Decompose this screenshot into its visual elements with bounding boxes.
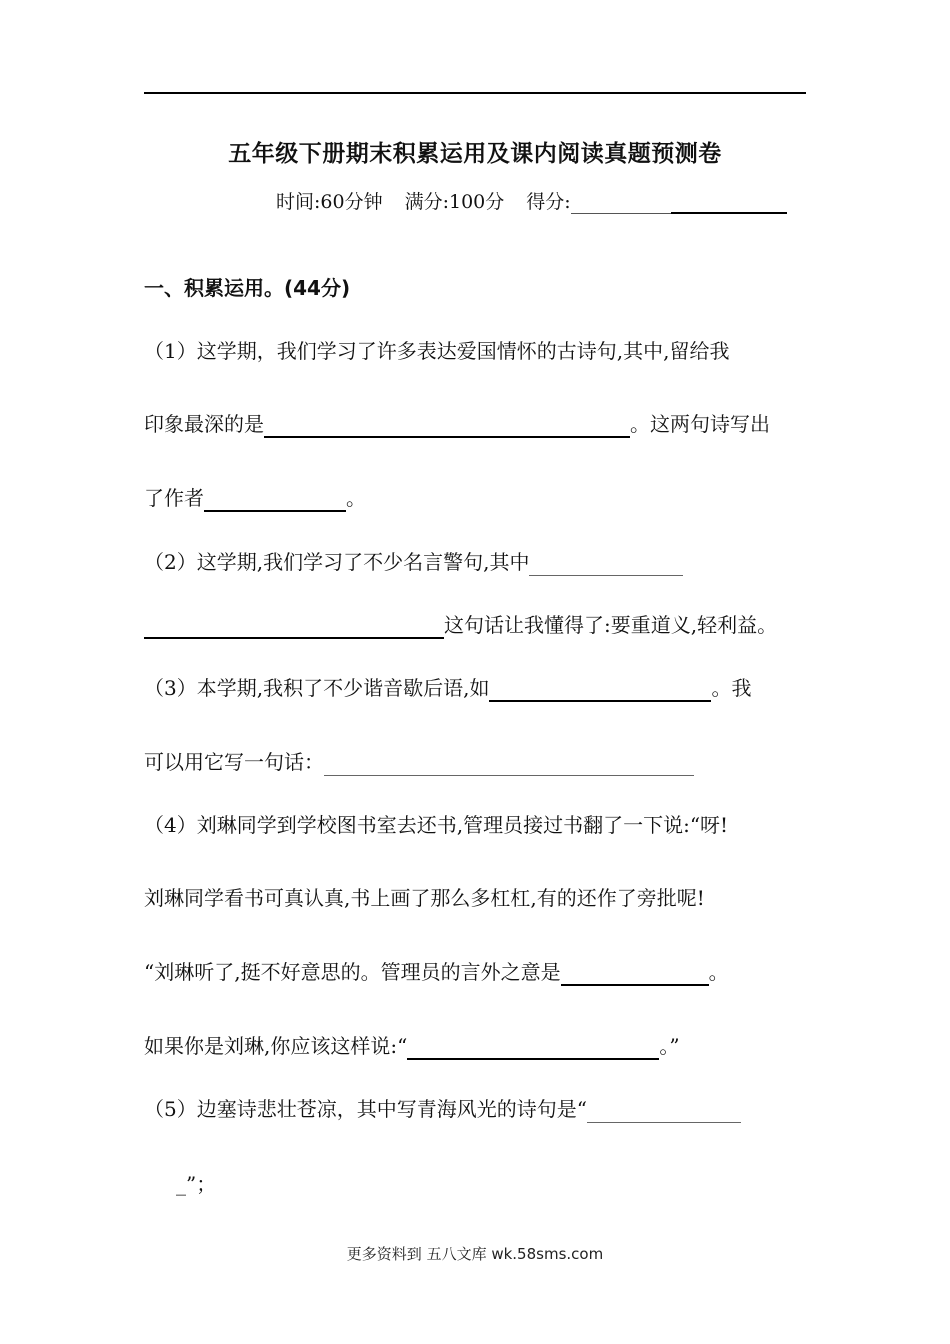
q2-text: （2）这学期,我们学习了不少名言警句,其中 [144,550,530,574]
q4-text-reply-end: 。” [659,1034,680,1058]
q4-answer-blank-2[interactable] [407,1036,659,1060]
time-limit: 时间:60分钟 [276,191,383,213]
q3-text-sentence: 可以用它写一句话： [144,750,324,774]
top-rule [144,92,806,94]
q2-answer-blank-2[interactable] [144,615,444,639]
exam-meta [276,187,787,214]
q2-line2 [144,611,777,639]
q1-line3 [144,484,366,512]
q4-line2: 刘琳同学看书可真认真,书上画了那么多杠杠,有的还作了旁批呢! [144,886,705,910]
q1-text-before: 印象最深的是 [144,412,264,436]
q1-line1: （1）这学期，我们学习了许多表达爱国情怀的古诗句,其中,留给我 [144,339,730,363]
q3-text-after: 。我 [711,676,752,700]
q5-text: （5）边塞诗悲壮苍凉，其中写青海风光的诗句是“ [144,1097,587,1121]
q1-answer-blank-1[interactable] [264,414,630,438]
q2-text-after: 这句话让我懂得了:要重道义,轻利益。 [444,613,778,637]
q3-line1 [144,674,751,702]
q1-text-end: 。 [346,486,366,510]
q4-line1: （4）刘琳同学到学校图书室去还书,管理员接过书翻了一下说:“呀! [144,813,729,837]
q2-answer-blank-1[interactable] [529,553,683,576]
q4-text-reply: 如果你是刘琳,你应该这样说:“ [144,1034,408,1058]
score-label: 得分: [526,191,571,213]
q2-line1 [144,548,683,576]
page-title: 五年级下册期末积累运用及课内阅读真题预测卷 [228,140,722,167]
q1-answer-blank-2[interactable] [204,488,346,512]
full-score: 满分:100分 [404,191,505,213]
q5-answer-blank[interactable] [587,1100,741,1123]
q1-text-after: 。这两句诗写出 [630,412,770,436]
q1-line2 [144,410,770,438]
q3-answer-blank-2[interactable] [324,753,694,776]
section-heading: 一、积累运用。(44分) [144,276,351,300]
q5-line1 [144,1095,741,1123]
q3-text: （3）本学期,我积了不少谐音歇后语,如 [144,676,490,700]
footer-watermark: 更多资料到 五八文库 wk.58sms.com [346,1245,604,1263]
q4-text-end: 。 [708,960,729,984]
q3-answer-blank-1[interactable] [489,678,711,702]
q5-line2: _”； [176,1172,217,1196]
q1-text-author: 了作者 [144,486,204,510]
q4-text-implication: “刘琳听了,挺不好意思的。管理员的言外之意是 [144,960,561,984]
q4-line4 [144,1032,680,1060]
q3-line2 [144,748,694,776]
q4-line3 [144,958,729,986]
q4-answer-blank-1[interactable] [561,962,709,986]
score-blank[interactable] [571,194,787,214]
